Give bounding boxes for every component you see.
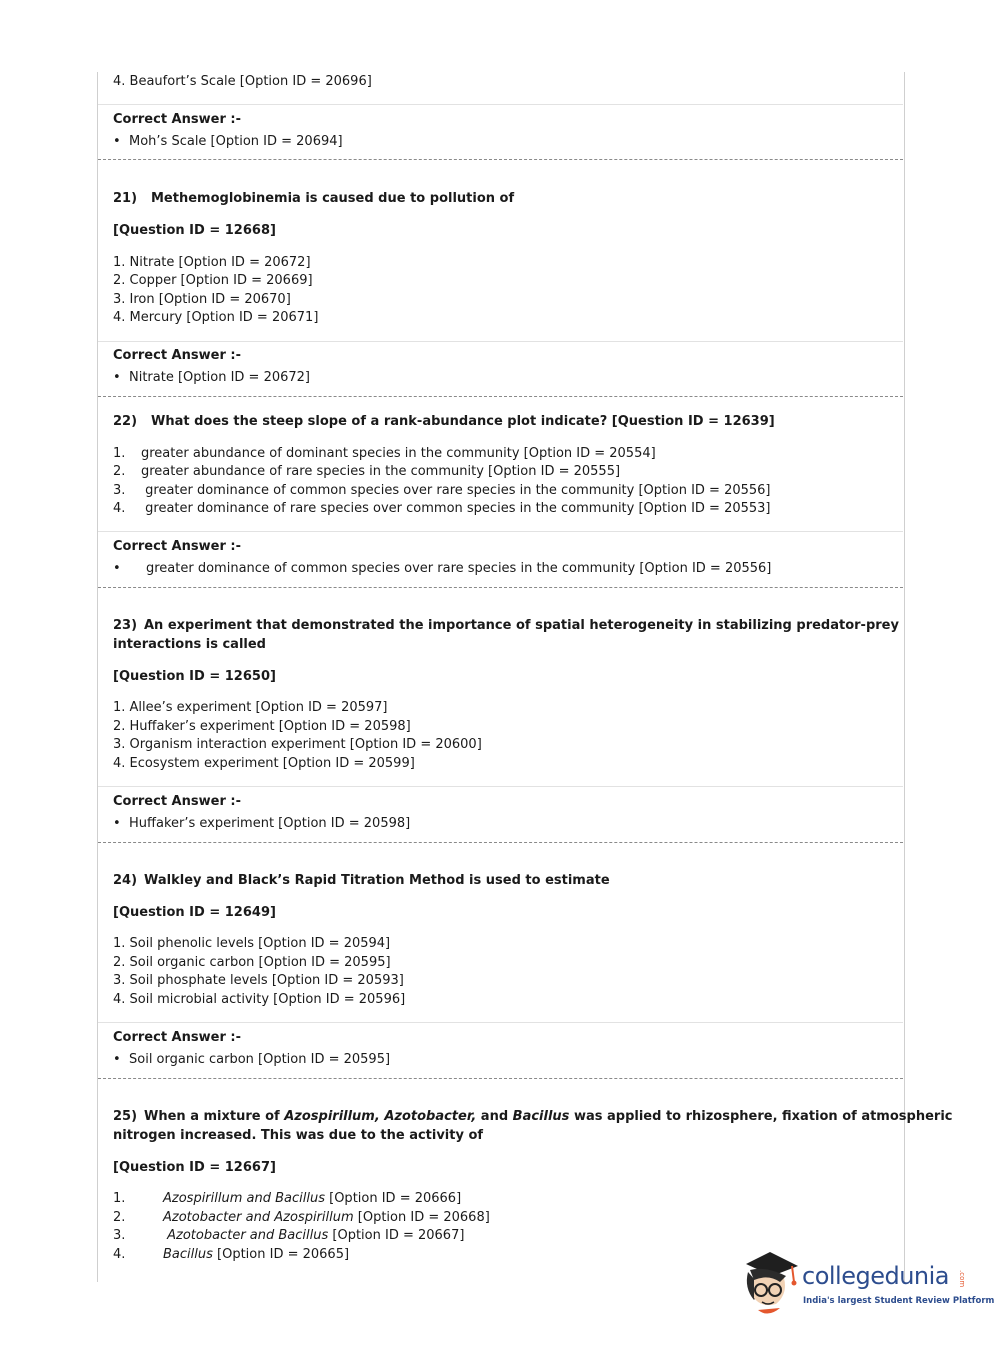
question-number: 21) bbox=[113, 191, 138, 206]
mascot-icon bbox=[740, 1248, 802, 1320]
option-text: 3. Organism interaction experiment [Option ID = 20600] bbox=[113, 737, 482, 752]
question-text bbox=[113, 190, 514, 208]
question-stem: was applied to rhizosphere, fixation of atmospheric bbox=[569, 1109, 953, 1124]
question-number: 24) bbox=[113, 873, 138, 888]
answer-heading: Correct Answer :- bbox=[113, 1030, 241, 1045]
divider bbox=[98, 104, 903, 105]
question-stem: Methemoglobinemia is caused due to pollution of bbox=[151, 191, 515, 206]
option-text: 1. Nitrate [Option ID = 20672] bbox=[113, 255, 311, 270]
bullet: • bbox=[113, 561, 121, 576]
option-text bbox=[113, 1227, 464, 1245]
question-stem: and bbox=[476, 1109, 513, 1124]
question-stem: What does the steep slope of a rank-abundance plot indicate? [Question ID = 12639] bbox=[151, 414, 775, 429]
question-stem: Walkley and Black’s Rapid Titration Method is used to estimate bbox=[144, 873, 610, 888]
logo-tagline: India's largest Student Review Platform bbox=[803, 1296, 995, 1306]
answer-item bbox=[113, 133, 343, 151]
option-text: 3. Iron [Option ID = 20670] bbox=[113, 292, 291, 307]
bullet: • bbox=[113, 134, 121, 149]
logo-domain: .com bbox=[958, 1270, 966, 1288]
option-label: [Option ID = 20666] bbox=[325, 1191, 462, 1206]
divider bbox=[98, 1022, 903, 1023]
option-text: 2. Copper [Option ID = 20669] bbox=[113, 273, 313, 288]
divider bbox=[98, 341, 903, 342]
question-separator bbox=[98, 396, 903, 397]
question-text-cont: nitrogen increased. This was due to the activity of bbox=[113, 1128, 484, 1143]
option-label-italic: Bacillus bbox=[163, 1247, 213, 1262]
question-separator bbox=[98, 159, 903, 160]
answer-item bbox=[113, 369, 310, 387]
divider bbox=[98, 531, 903, 532]
question-separator bbox=[98, 842, 903, 843]
option-label: greater abundance of rare species in the community [Option ID = 20555] bbox=[141, 464, 621, 479]
answer-item bbox=[113, 1051, 390, 1069]
option-number: 4. bbox=[113, 501, 126, 516]
option-text bbox=[113, 500, 771, 518]
option-number: 1. bbox=[113, 446, 126, 461]
option-number: 2. bbox=[113, 1210, 126, 1225]
question-id: [Question ID = 12668] bbox=[113, 223, 276, 238]
question-text bbox=[113, 617, 899, 635]
question-id: [Question ID = 12649] bbox=[113, 905, 276, 920]
question-separator bbox=[98, 1078, 903, 1079]
logo-wordmark: collegedunia bbox=[802, 1262, 950, 1290]
option-text: 1. Allee’s experiment [Option ID = 20597] bbox=[113, 700, 388, 715]
answer-heading: Correct Answer :- bbox=[113, 348, 241, 363]
option-label: greater abundance of dominant species in the community [Option ID = 20554] bbox=[141, 446, 656, 461]
question-stem: When a mixture of bbox=[144, 1109, 285, 1124]
question-text bbox=[113, 1108, 952, 1126]
question-stem-italic: Azospirillum, Azotobacter, bbox=[284, 1109, 477, 1124]
question-id: [Question ID = 12650] bbox=[113, 669, 276, 684]
option-number: 3. bbox=[113, 1228, 126, 1243]
option-text: 1. Soil phenolic levels [Option ID = 20594] bbox=[113, 936, 391, 951]
option-text bbox=[113, 482, 771, 500]
question-text bbox=[113, 413, 775, 431]
question-stem-italic: Bacillus bbox=[512, 1109, 570, 1124]
option-text bbox=[113, 463, 620, 481]
option-label: [Option ID = 20667] bbox=[328, 1228, 465, 1243]
option-label: greater dominance of rare species over common species in the community [Option ID = 20553] bbox=[141, 501, 771, 516]
option-number: 3. bbox=[113, 483, 126, 498]
option-text: 3. Soil phosphate levels [Option ID = 20593] bbox=[113, 973, 404, 988]
option-text: 4. Ecosystem experiment [Option ID = 20599] bbox=[113, 756, 415, 771]
option-number: 1. bbox=[113, 1191, 126, 1206]
bullet: • bbox=[113, 816, 121, 831]
option-text bbox=[113, 445, 656, 463]
option-label: [Option ID = 20668] bbox=[353, 1210, 490, 1225]
answer-heading: Correct Answer :- bbox=[113, 794, 241, 809]
question-number: 22) bbox=[113, 414, 138, 429]
option-number: 2. bbox=[113, 464, 126, 479]
answer-item bbox=[113, 560, 771, 578]
question-stem: An experiment that demonstrated the importance of spatial heterogeneity in stabilizing predator-prey bbox=[144, 618, 899, 633]
answer-text: Huffaker’s experiment [Option ID = 20598] bbox=[129, 816, 411, 831]
option-text: 4. Soil microbial activity [Option ID = 20596] bbox=[113, 992, 406, 1007]
option-text: 4. Beaufort’s Scale [Option ID = 20696] bbox=[113, 74, 372, 89]
answer-text: Nitrate [Option ID = 20672] bbox=[129, 370, 310, 385]
option-text bbox=[113, 1246, 349, 1264]
option-label-italic: Azotobacter and Azospirillum bbox=[163, 1210, 354, 1225]
question-text bbox=[113, 872, 610, 890]
answer-item bbox=[113, 815, 410, 833]
answer-heading: Correct Answer :- bbox=[113, 112, 241, 127]
collegedunia-logo[interactable] bbox=[740, 1248, 995, 1320]
bullet: • bbox=[113, 1052, 121, 1067]
option-text bbox=[113, 1190, 461, 1208]
divider bbox=[98, 786, 903, 787]
option-text: 4. Mercury [Option ID = 20671] bbox=[113, 310, 319, 325]
question-text-cont: interactions is called bbox=[113, 637, 266, 652]
option-text bbox=[113, 1209, 490, 1227]
option-label: greater dominance of common species over rare species in the community [Option ID = 20556] bbox=[141, 483, 771, 498]
answer-text: Soil organic carbon [Option ID = 20595] bbox=[129, 1052, 391, 1067]
question-id: [Question ID = 12667] bbox=[113, 1160, 276, 1175]
question-separator bbox=[98, 587, 903, 588]
answer-text: greater dominance of common species over rare species in the community [Option ID = 20556] bbox=[146, 561, 772, 576]
option-label-italic: Azospirillum and Bacillus bbox=[163, 1191, 325, 1206]
bullet: • bbox=[113, 370, 121, 385]
answer-heading: Correct Answer :- bbox=[113, 539, 241, 554]
answer-text: Moh’s Scale [Option ID = 20694] bbox=[129, 134, 343, 149]
question-number: 25) bbox=[113, 1109, 138, 1124]
question-number: 23) bbox=[113, 618, 138, 633]
option-label-italic: Azotobacter and Bacillus bbox=[163, 1228, 329, 1243]
option-text: 2. Soil organic carbon [Option ID = 20595] bbox=[113, 955, 391, 970]
option-number: 4. bbox=[113, 1247, 126, 1262]
option-label: [Option ID = 20665] bbox=[212, 1247, 350, 1262]
option-text: 2. Huffaker’s experiment [Option ID = 20598] bbox=[113, 719, 411, 734]
